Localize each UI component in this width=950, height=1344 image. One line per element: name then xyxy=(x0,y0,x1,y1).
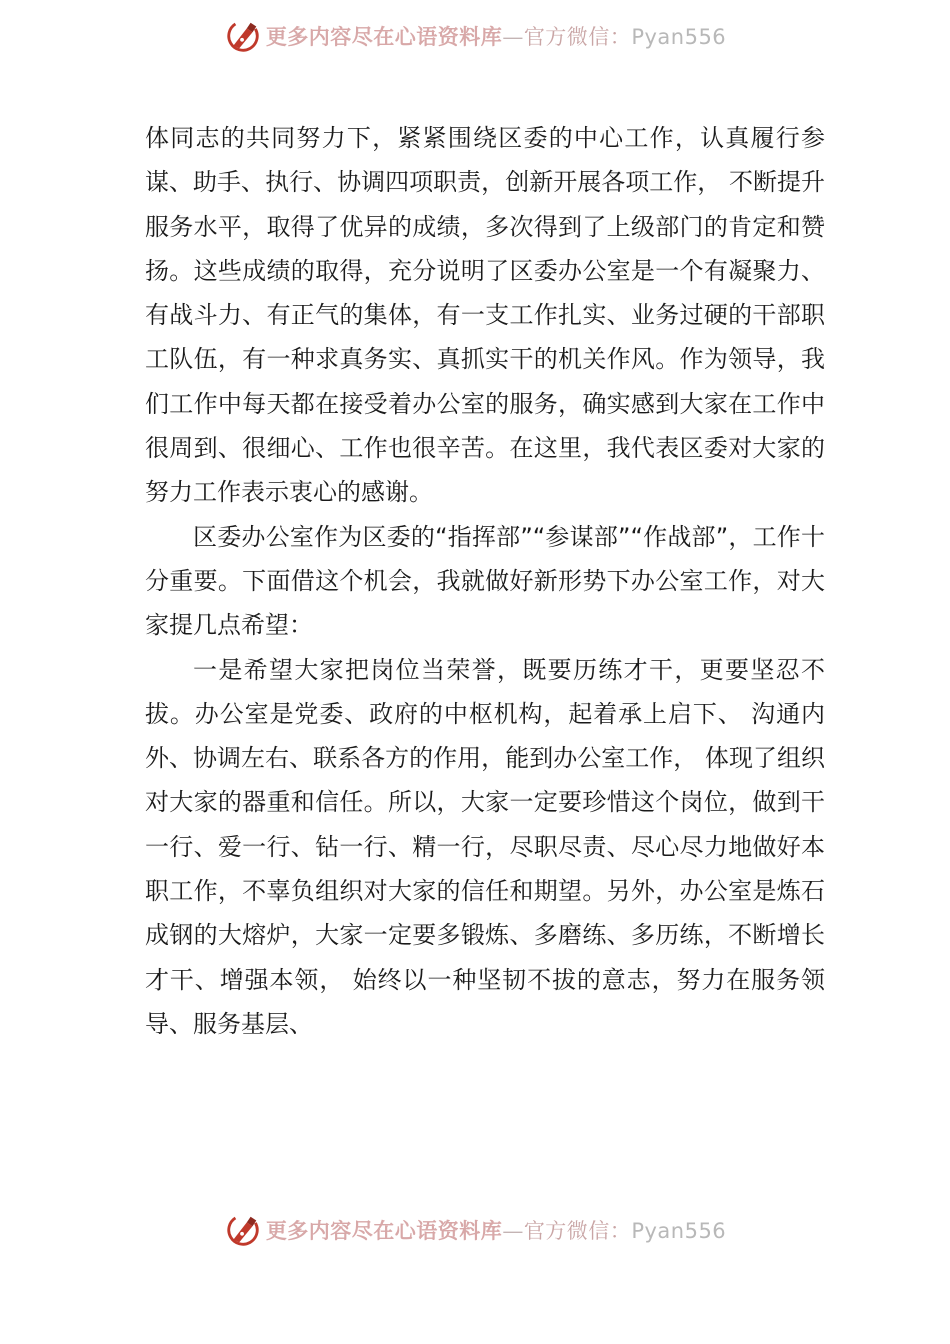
footer-wechat-label: 官方微信： xyxy=(523,1219,632,1243)
header-banner-text xyxy=(266,21,726,51)
header-wechat-label: 官方微信： xyxy=(523,25,632,49)
header-separator: — xyxy=(502,25,524,49)
paragraph-3: 一是希望大家把岗位当荣誉，既要历练才干，更要坚忍不拔。办公室是党委、政府的中枢机构，起着承上启下、 沟通内外、协调左右、联系各方的作用，能到办公室工作， 体现了组织对大家的器重和信任。所以，大家一定要珍惜这个岗位，做到干一行、爱一行、钻一行、精一行，尽职尽责、尽心尽力地做好本职工作，不辜负组织对大家的信任和期望。另外，办公室是炼石成钢的大熔炉，大家一定要多锻炼、多磨练、多历练，不断增长才干、增强本领， 始终以一种坚韧不拔的意志，努力在服务领导、服务基层、 xyxy=(145,655,825,1038)
paragraph-1: 体同志的共同努力下，紧紧围绕区委的中心工作，认真履行参谋、助手、执行、协调四项职责，创新开展各项工作， 不断提升服务水平，取得了优异的成绩，多次得到了上级部门的肯定和赞扬。这些成绩的取得，充分说明了区委办公室是一个有凝聚力、有战斗力、有正气的集体，有一支工作扎实、业务过硬的干部职工队伍，有一种求真务实、真抓实干的机关作风。作为领导，我们工作中每天都在接受着办公室的服务，确实感到大家在工作中很周到、很细心、工作也很辛苦。在这里，我代表区委对大家的努力工作表示衷心的感谢。 xyxy=(145,124,825,507)
header-banner xyxy=(0,14,950,58)
pen-nib-logo-icon xyxy=(224,1211,262,1249)
pen-nib-logo-icon xyxy=(224,17,262,55)
document-body xyxy=(145,116,825,1046)
footer-wechat-id: Pyan556 xyxy=(631,1219,727,1243)
header-wechat-id: Pyan556 xyxy=(631,25,727,49)
footer-banner xyxy=(0,1208,950,1252)
footer-separator: — xyxy=(502,1219,524,1243)
paragraph-2: 区委办公室作为区委的“指挥部”“参谋部”“作战部”，工作十分重要。下面借这个机会，我就做好新形势下办公室工作，对大家提几点希望： xyxy=(145,522,825,640)
header-brand: 更多内容尽在心语资料库 xyxy=(265,24,503,49)
footer-brand: 更多内容尽在心语资料库 xyxy=(265,1218,503,1243)
footer-banner-text xyxy=(266,1215,726,1245)
